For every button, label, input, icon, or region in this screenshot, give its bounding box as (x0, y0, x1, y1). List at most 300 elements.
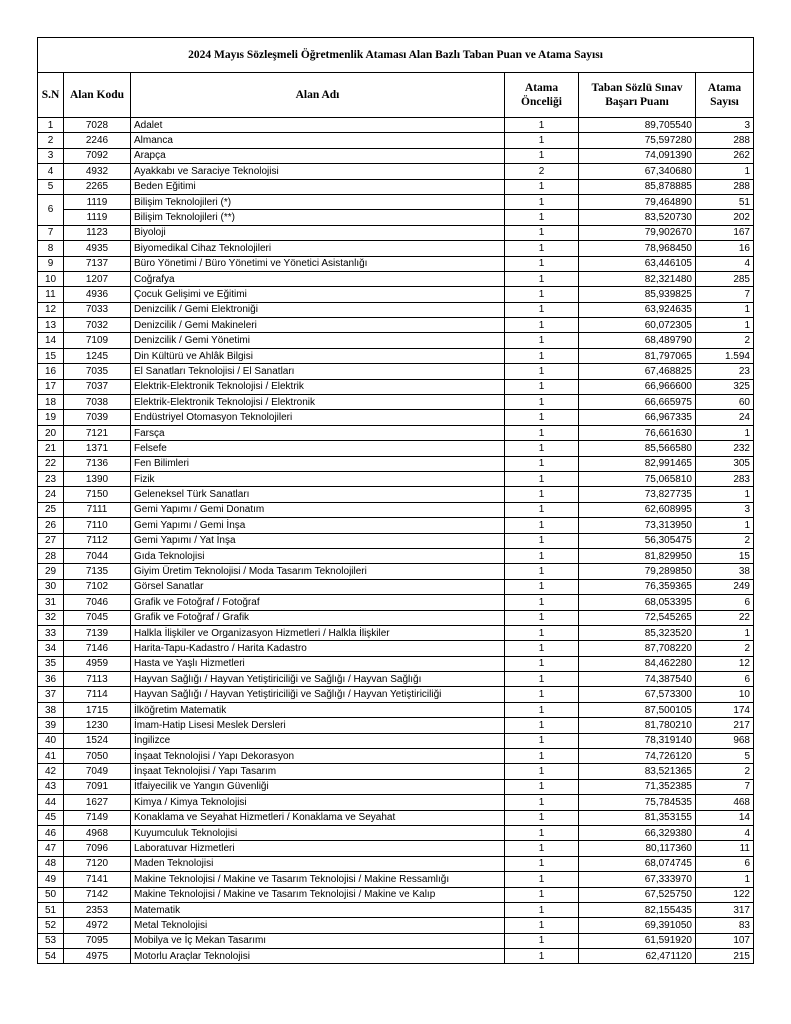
table-row (38, 841, 754, 856)
cell-code: 7096 (64, 841, 131, 856)
table-row (38, 441, 754, 456)
cell-count: 215 (696, 949, 754, 964)
cell-sn: 39 (38, 718, 64, 733)
cell-count: 1 (696, 425, 754, 440)
cell-code: 7102 (64, 579, 131, 594)
cell-priority: 1 (505, 702, 579, 717)
cell-sn: 48 (38, 856, 64, 871)
cell-name: Beden Eğitimi (131, 179, 505, 194)
table-row (38, 425, 754, 440)
cell-count: 122 (696, 887, 754, 902)
cell-code: 1524 (64, 733, 131, 748)
cell-count: 968 (696, 733, 754, 748)
cell-sn: 28 (38, 548, 64, 563)
cell-code: 7149 (64, 810, 131, 825)
cell-count: 6 (696, 856, 754, 871)
cell-priority: 1 (505, 841, 579, 856)
cell-score: 87,500105 (579, 702, 696, 717)
cell-name: Adalet (131, 118, 505, 133)
cell-sn: 5 (38, 179, 64, 194)
cell-count: 11 (696, 841, 754, 856)
cell-count: 249 (696, 579, 754, 594)
cell-count: 5 (696, 749, 754, 764)
cell-name: Gıda Teknolojisi (131, 548, 505, 563)
table-row (38, 179, 754, 194)
cell-count: 305 (696, 456, 754, 471)
cell-sn: 10 (38, 271, 64, 286)
cell-score: 60,072305 (579, 318, 696, 333)
cell-sn: 16 (38, 364, 64, 379)
cell-code: 7113 (64, 672, 131, 687)
cell-priority: 1 (505, 779, 579, 794)
cell-code: 7033 (64, 302, 131, 317)
cell-score: 66,665975 (579, 395, 696, 410)
cell-sn: 54 (38, 949, 64, 964)
cell-name: Bilişim Teknolojileri (*) (131, 194, 505, 209)
cell-count: 38 (696, 564, 754, 579)
cell-name: Almanca (131, 133, 505, 148)
cell-score: 56,305475 (579, 533, 696, 548)
cell-priority: 1 (505, 949, 579, 964)
table-row (38, 656, 754, 671)
table-row (38, 595, 754, 610)
cell-score: 63,924635 (579, 302, 696, 317)
cell-priority: 1 (505, 364, 579, 379)
cell-priority: 1 (505, 610, 579, 625)
cell-sn: 1 (38, 118, 64, 133)
header-score: Taban Sözlü Sınav Başarı Puanı (579, 73, 696, 118)
table-row (38, 225, 754, 240)
header-code: Alan Kodu (64, 73, 131, 118)
cell-sn: 32 (38, 610, 64, 625)
cell-code: 7120 (64, 856, 131, 871)
table-row (38, 933, 754, 948)
cell-count: 1 (696, 164, 754, 179)
cell-sn: 30 (38, 579, 64, 594)
table-row (38, 887, 754, 902)
cell-priority: 1 (505, 902, 579, 917)
cell-code: 7045 (64, 610, 131, 625)
cell-score: 69,391050 (579, 918, 696, 933)
cell-count: 1 (696, 302, 754, 317)
cell-code: 7044 (64, 548, 131, 563)
cell-code: 7035 (64, 364, 131, 379)
cell-name: İtfaiyecilik ve Yangın Güvenliği (131, 779, 505, 794)
table-row (38, 949, 754, 964)
cell-count: 285 (696, 271, 754, 286)
table-row (38, 118, 754, 133)
table-row (38, 610, 754, 625)
cell-score: 73,827735 (579, 487, 696, 502)
cell-code: 1207 (64, 271, 131, 286)
cell-priority: 1 (505, 872, 579, 887)
table-row (38, 579, 754, 594)
table-row (38, 548, 754, 563)
cell-name: Arapça (131, 148, 505, 163)
cell-priority: 1 (505, 225, 579, 240)
table-row (38, 256, 754, 271)
table-row (38, 395, 754, 410)
cell-sn: 51 (38, 902, 64, 917)
cell-name: Geleneksel Türk Sanatları (131, 487, 505, 502)
cell-sn: 15 (38, 348, 64, 363)
assignment-table (37, 37, 754, 964)
cell-name: Hayvan Sağlığı / Hayvan Yetiştiriciliği ve Sağlığı / Hayvan Yetiştiriciliği (131, 687, 505, 702)
cell-sn: 43 (38, 779, 64, 794)
cell-count: 4 (696, 256, 754, 271)
cell-name: Denizcilik / Gemi Makineleri (131, 318, 505, 333)
cell-score: 63,446105 (579, 256, 696, 271)
cell-sn: 52 (38, 918, 64, 933)
cell-name: Gemi Yapımı / Gemi Donatım (131, 502, 505, 517)
cell-score: 87,708220 (579, 641, 696, 656)
cell-score: 68,053395 (579, 595, 696, 610)
cell-score: 82,155435 (579, 902, 696, 917)
cell-sn: 34 (38, 641, 64, 656)
cell-priority: 1 (505, 733, 579, 748)
cell-name: Bilişim Teknolojileri (**) (131, 210, 505, 225)
table-row (38, 210, 754, 225)
cell-score: 67,468825 (579, 364, 696, 379)
cell-count: 3 (696, 118, 754, 133)
cell-sn: 22 (38, 456, 64, 471)
cell-code: 7039 (64, 410, 131, 425)
cell-code: 1119 (64, 194, 131, 209)
cell-count: 6 (696, 672, 754, 687)
cell-code: 1123 (64, 225, 131, 240)
cell-sn: 46 (38, 825, 64, 840)
cell-count: 60 (696, 395, 754, 410)
cell-code: 7092 (64, 148, 131, 163)
cell-sn: 14 (38, 333, 64, 348)
cell-count: 15 (696, 548, 754, 563)
cell-code: 7091 (64, 779, 131, 794)
table-row (38, 148, 754, 163)
cell-score: 67,333970 (579, 872, 696, 887)
cell-name: Din Kültürü ve Ahlâk Bilgisi (131, 348, 505, 363)
cell-name: İngilizce (131, 733, 505, 748)
cell-sn: 44 (38, 795, 64, 810)
cell-score: 74,726120 (579, 749, 696, 764)
cell-code: 7028 (64, 118, 131, 133)
cell-priority: 1 (505, 487, 579, 502)
cell-count: 2 (696, 333, 754, 348)
cell-sn: 50 (38, 887, 64, 902)
cell-code: 1230 (64, 718, 131, 733)
cell-name: İnşaat Teknolojisi / Yapı Tasarım (131, 764, 505, 779)
cell-sn: 38 (38, 702, 64, 717)
cell-count: 1.594 (696, 348, 754, 363)
cell-priority: 1 (505, 533, 579, 548)
cell-score: 81,797065 (579, 348, 696, 363)
cell-code: 7142 (64, 887, 131, 902)
cell-priority: 1 (505, 595, 579, 610)
cell-score: 89,705540 (579, 118, 696, 133)
cell-count: 1 (696, 872, 754, 887)
cell-sn: 41 (38, 749, 64, 764)
cell-score: 79,464890 (579, 194, 696, 209)
cell-sn: 2 (38, 133, 64, 148)
cell-sn: 33 (38, 625, 64, 640)
table-row (38, 749, 754, 764)
cell-name: Büro Yönetimi / Büro Yönetimi ve Yönetici Asistanlığı (131, 256, 505, 271)
cell-code: 2353 (64, 902, 131, 917)
cell-count: 2 (696, 641, 754, 656)
cell-count: 10 (696, 687, 754, 702)
cell-priority: 1 (505, 410, 579, 425)
cell-sn: 9 (38, 256, 64, 271)
cell-count: 2 (696, 533, 754, 548)
cell-sn: 37 (38, 687, 64, 702)
table-row (38, 487, 754, 502)
table-row (38, 702, 754, 717)
cell-count: 262 (696, 148, 754, 163)
cell-name: Laboratuvar Hizmetleri (131, 841, 505, 856)
cell-priority: 1 (505, 564, 579, 579)
cell-name: Hayvan Sağlığı / Hayvan Yetiştiriciliği ve Sağlığı / Hayvan Sağlığı (131, 672, 505, 687)
cell-score: 84,462280 (579, 656, 696, 671)
cell-priority: 1 (505, 318, 579, 333)
cell-name: Biyoloji (131, 225, 505, 240)
cell-sn: 18 (38, 395, 64, 410)
cell-code: 2265 (64, 179, 131, 194)
cell-count: 167 (696, 225, 754, 240)
cell-priority: 1 (505, 718, 579, 733)
cell-priority: 1 (505, 210, 579, 225)
table-row (38, 379, 754, 394)
cell-name: Harita-Tapu-Kadastro / Harita Kadastro (131, 641, 505, 656)
cell-count: 24 (696, 410, 754, 425)
cell-priority: 1 (505, 425, 579, 440)
table-row (38, 318, 754, 333)
cell-sn: 25 (38, 502, 64, 517)
cell-score: 73,313950 (579, 518, 696, 533)
cell-name: Elektrik-Elektronik Teknolojisi / Elektronik (131, 395, 505, 410)
cell-code: 7136 (64, 456, 131, 471)
cell-name: İnşaat Teknolojisi / Yapı Dekorasyon (131, 749, 505, 764)
cell-priority: 1 (505, 133, 579, 148)
table-row (38, 194, 754, 209)
table-row (38, 533, 754, 548)
cell-code: 7109 (64, 333, 131, 348)
cell-code: 7038 (64, 395, 131, 410)
table-row (38, 271, 754, 286)
cell-count: 12 (696, 656, 754, 671)
cell-code: 4936 (64, 287, 131, 302)
cell-sn: 27 (38, 533, 64, 548)
table-row (38, 718, 754, 733)
cell-sn: 45 (38, 810, 64, 825)
cell-priority: 1 (505, 825, 579, 840)
table-row (38, 410, 754, 425)
cell-code: 2246 (64, 133, 131, 148)
cell-code: 7050 (64, 749, 131, 764)
cell-code: 1627 (64, 795, 131, 810)
table-row (38, 810, 754, 825)
cell-sn: 53 (38, 933, 64, 948)
cell-priority: 1 (505, 656, 579, 671)
cell-priority: 1 (505, 687, 579, 702)
cell-code: 7114 (64, 687, 131, 702)
cell-name: İmam-Hatip Lisesi Meslek Dersleri (131, 718, 505, 733)
table-row (38, 825, 754, 840)
cell-name: Fizik (131, 471, 505, 486)
cell-count: 317 (696, 902, 754, 917)
cell-count: 107 (696, 933, 754, 948)
cell-code: 7146 (64, 641, 131, 656)
cell-sn: 21 (38, 441, 64, 456)
cell-priority: 1 (505, 625, 579, 640)
cell-count: 468 (696, 795, 754, 810)
cell-priority: 1 (505, 456, 579, 471)
cell-sn: 13 (38, 318, 64, 333)
cell-name: Makine Teknolojisi / Makine ve Tasarım Teknolojisi / Makine Ressamlığı (131, 872, 505, 887)
cell-priority: 1 (505, 379, 579, 394)
header-count: Atama Sayısı (696, 73, 754, 118)
cell-priority: 1 (505, 749, 579, 764)
cell-priority: 1 (505, 287, 579, 302)
cell-name: Grafik ve Fotoğraf / Grafik (131, 610, 505, 625)
cell-code: 7095 (64, 933, 131, 948)
cell-priority: 1 (505, 810, 579, 825)
header-priority: Atama Önceliği (505, 73, 579, 118)
cell-score: 79,289850 (579, 564, 696, 579)
cell-score: 72,545265 (579, 610, 696, 625)
cell-count: 174 (696, 702, 754, 717)
cell-count: 1 (696, 318, 754, 333)
table-row (38, 133, 754, 148)
cell-count: 1 (696, 518, 754, 533)
cell-score: 67,573300 (579, 687, 696, 702)
table-row (38, 241, 754, 256)
cell-score: 79,902670 (579, 225, 696, 240)
cell-code: 1119 (64, 210, 131, 225)
table-row (38, 456, 754, 471)
cell-code: 7135 (64, 564, 131, 579)
table-row (38, 641, 754, 656)
cell-score: 71,352385 (579, 779, 696, 794)
cell-name: Kuyumculuk Teknolojisi (131, 825, 505, 840)
cell-name: Fen Bilimleri (131, 456, 505, 471)
cell-count: 7 (696, 779, 754, 794)
cell-sn: 20 (38, 425, 64, 440)
cell-score: 75,065810 (579, 471, 696, 486)
cell-priority: 1 (505, 395, 579, 410)
cell-priority: 1 (505, 856, 579, 871)
cell-priority: 1 (505, 333, 579, 348)
cell-sn: 40 (38, 733, 64, 748)
table-row (38, 348, 754, 363)
cell-count: 83 (696, 918, 754, 933)
cell-priority: 1 (505, 887, 579, 902)
table-row (38, 287, 754, 302)
cell-code: 1371 (64, 441, 131, 456)
cell-count: 325 (696, 379, 754, 394)
cell-score: 85,323520 (579, 625, 696, 640)
cell-count: 51 (696, 194, 754, 209)
cell-code: 1390 (64, 471, 131, 486)
cell-code: 4972 (64, 918, 131, 933)
cell-priority: 1 (505, 348, 579, 363)
cell-priority: 1 (505, 579, 579, 594)
cell-score: 85,566580 (579, 441, 696, 456)
table-row (38, 902, 754, 917)
cell-sn: 26 (38, 518, 64, 533)
cell-code: 7137 (64, 256, 131, 271)
cell-name: Matematik (131, 902, 505, 917)
cell-sn: 35 (38, 656, 64, 671)
cell-code: 7141 (64, 872, 131, 887)
cell-name: Felsefe (131, 441, 505, 456)
cell-name: Denizcilik / Gemi Elektroniği (131, 302, 505, 317)
cell-count: 288 (696, 179, 754, 194)
cell-name: Hasta ve Yaşlı Hizmetleri (131, 656, 505, 671)
cell-name: Coğrafya (131, 271, 505, 286)
table-row (38, 518, 754, 533)
table-row (38, 856, 754, 871)
cell-score: 81,829950 (579, 548, 696, 563)
cell-code: 7121 (64, 425, 131, 440)
cell-sn: 12 (38, 302, 64, 317)
cell-priority: 1 (505, 672, 579, 687)
cell-code: 7110 (64, 518, 131, 533)
cell-score: 67,525750 (579, 887, 696, 902)
cell-name: El Sanatları Teknolojisi / El Sanatları (131, 364, 505, 379)
cell-score: 75,597280 (579, 133, 696, 148)
cell-code: 4935 (64, 241, 131, 256)
cell-count: 288 (696, 133, 754, 148)
cell-name: Giyim Üretim Teknolojisi / Moda Tasarım Teknolojileri (131, 564, 505, 579)
cell-score: 81,353155 (579, 810, 696, 825)
cell-priority: 1 (505, 441, 579, 456)
cell-count: 7 (696, 287, 754, 302)
cell-name: Farsça (131, 425, 505, 440)
cell-name: Konaklama ve Seyahat Hizmetleri / Konaklama ve Seyahat (131, 810, 505, 825)
cell-priority: 1 (505, 256, 579, 271)
table-row (38, 918, 754, 933)
cell-sn: 4 (38, 164, 64, 179)
cell-name: Biyomedikal Cihaz Teknolojileri (131, 241, 505, 256)
cell-score: 61,591920 (579, 933, 696, 948)
cell-priority: 1 (505, 148, 579, 163)
cell-name: Grafik ve Fotoğraf / Fotoğraf (131, 595, 505, 610)
cell-name: Elektrik-Elektronik Teknolojisi / Elektrik (131, 379, 505, 394)
cell-score: 82,321480 (579, 271, 696, 286)
header-sn: S.N (38, 73, 64, 118)
cell-code: 7150 (64, 487, 131, 502)
cell-count: 6 (696, 595, 754, 610)
cell-count: 202 (696, 210, 754, 225)
cell-name: Endüstriyel Otomasyon Teknolojileri (131, 410, 505, 425)
table-row (38, 302, 754, 317)
cell-sn: 19 (38, 410, 64, 425)
table-body (38, 118, 754, 964)
cell-name: Mobilya ve İç Mekan Tasarımı (131, 933, 505, 948)
table-row (38, 795, 754, 810)
cell-sn: 24 (38, 487, 64, 502)
cell-sn: 47 (38, 841, 64, 856)
cell-count: 217 (696, 718, 754, 733)
cell-sn: 36 (38, 672, 64, 687)
cell-name: İlköğretim Matematik (131, 702, 505, 717)
cell-code: 7111 (64, 502, 131, 517)
cell-score: 82,991465 (579, 456, 696, 471)
table-row (38, 333, 754, 348)
table-row (38, 364, 754, 379)
table-row (38, 564, 754, 579)
cell-count: 16 (696, 241, 754, 256)
cell-name: Denizcilik / Gemi Yönetimi (131, 333, 505, 348)
